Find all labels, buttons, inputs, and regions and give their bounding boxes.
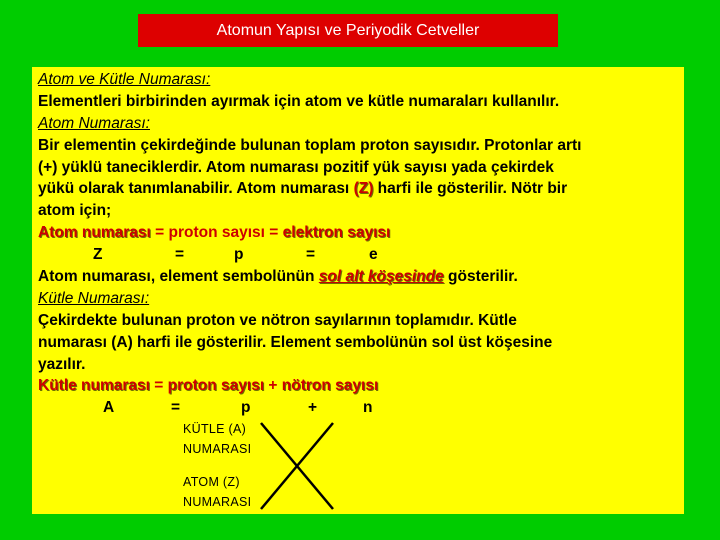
heading-atom-mass: Atom ve Kütle Numarası: [38,71,211,88]
mass-line-3: yazılır. [38,355,86,373]
atomic-number-label: ATOM (Z) NUMARASI [183,475,252,509]
intro-line: Elementleri birbirinden ayırmak için atom ve kütle numaraları kullanılır. [38,92,560,110]
atomic-line-4: atom için; [38,202,112,220]
atomic-line-3: yükü olarak tanımlanabilir. Atom numarası (Z) harfi ile gösterilir. Nötr bir [38,180,568,198]
heading-atomic-number: Atom Numarası: [38,114,150,132]
title-banner [138,14,558,47]
formula-term-proton-2: proton sayısı [167,377,265,395]
position-line: Atom numarası, element sembolünün sol alt köşesinde gösterilir. [38,268,518,286]
formula-term-electron: elektron sayısı [282,224,391,242]
element-symbol-cross [258,420,338,512]
symbol-formula-mass: A = p + n [103,399,373,417]
formula-term-atomic-number: Atom numarası [38,224,151,242]
z-symbol: (Z) [353,180,374,198]
atomic-line-1: Bir elementin çekirdeğinde bulunan toplam proton sayısıdır. Protonlar artı [38,136,582,154]
formula-atomic: Atom numarası = proton sayısı = elektron sayısı [38,224,391,242]
mass-number-label: KÜTLE (A) NUMARASI [183,422,252,456]
symbol-formula-atomic: Z = p = e [93,246,378,264]
atomic-line-2: (+) yüklü taneciklerdir. Atom numarası pozitif yük sayısı yada çekirdek [38,158,554,176]
formula-term-proton: proton sayısı [168,224,265,242]
formula-term-mass-number: Kütle numarası [38,377,150,395]
lower-left-emphasis: sol alt köşesinde [318,268,444,286]
page-title: Atomun Yapısı ve Periyodik Cetveller [216,21,480,39]
mass-line-1: Çekirdekte bulunan proton ve nötron sayılarının toplamıdır. Kütle [38,311,517,329]
heading-mass-number: Kütle Numarası: [38,289,150,307]
content-text [38,69,678,419]
formula-mass: Kütle numarası = proton sayısı + nötron sayısı [38,377,379,395]
mass-line-2: numarası (A) harfi ile gösterilir. Element sembolünün sol üst köşesine [38,333,553,351]
formula-term-neutron: nötron sayısı [281,377,379,395]
